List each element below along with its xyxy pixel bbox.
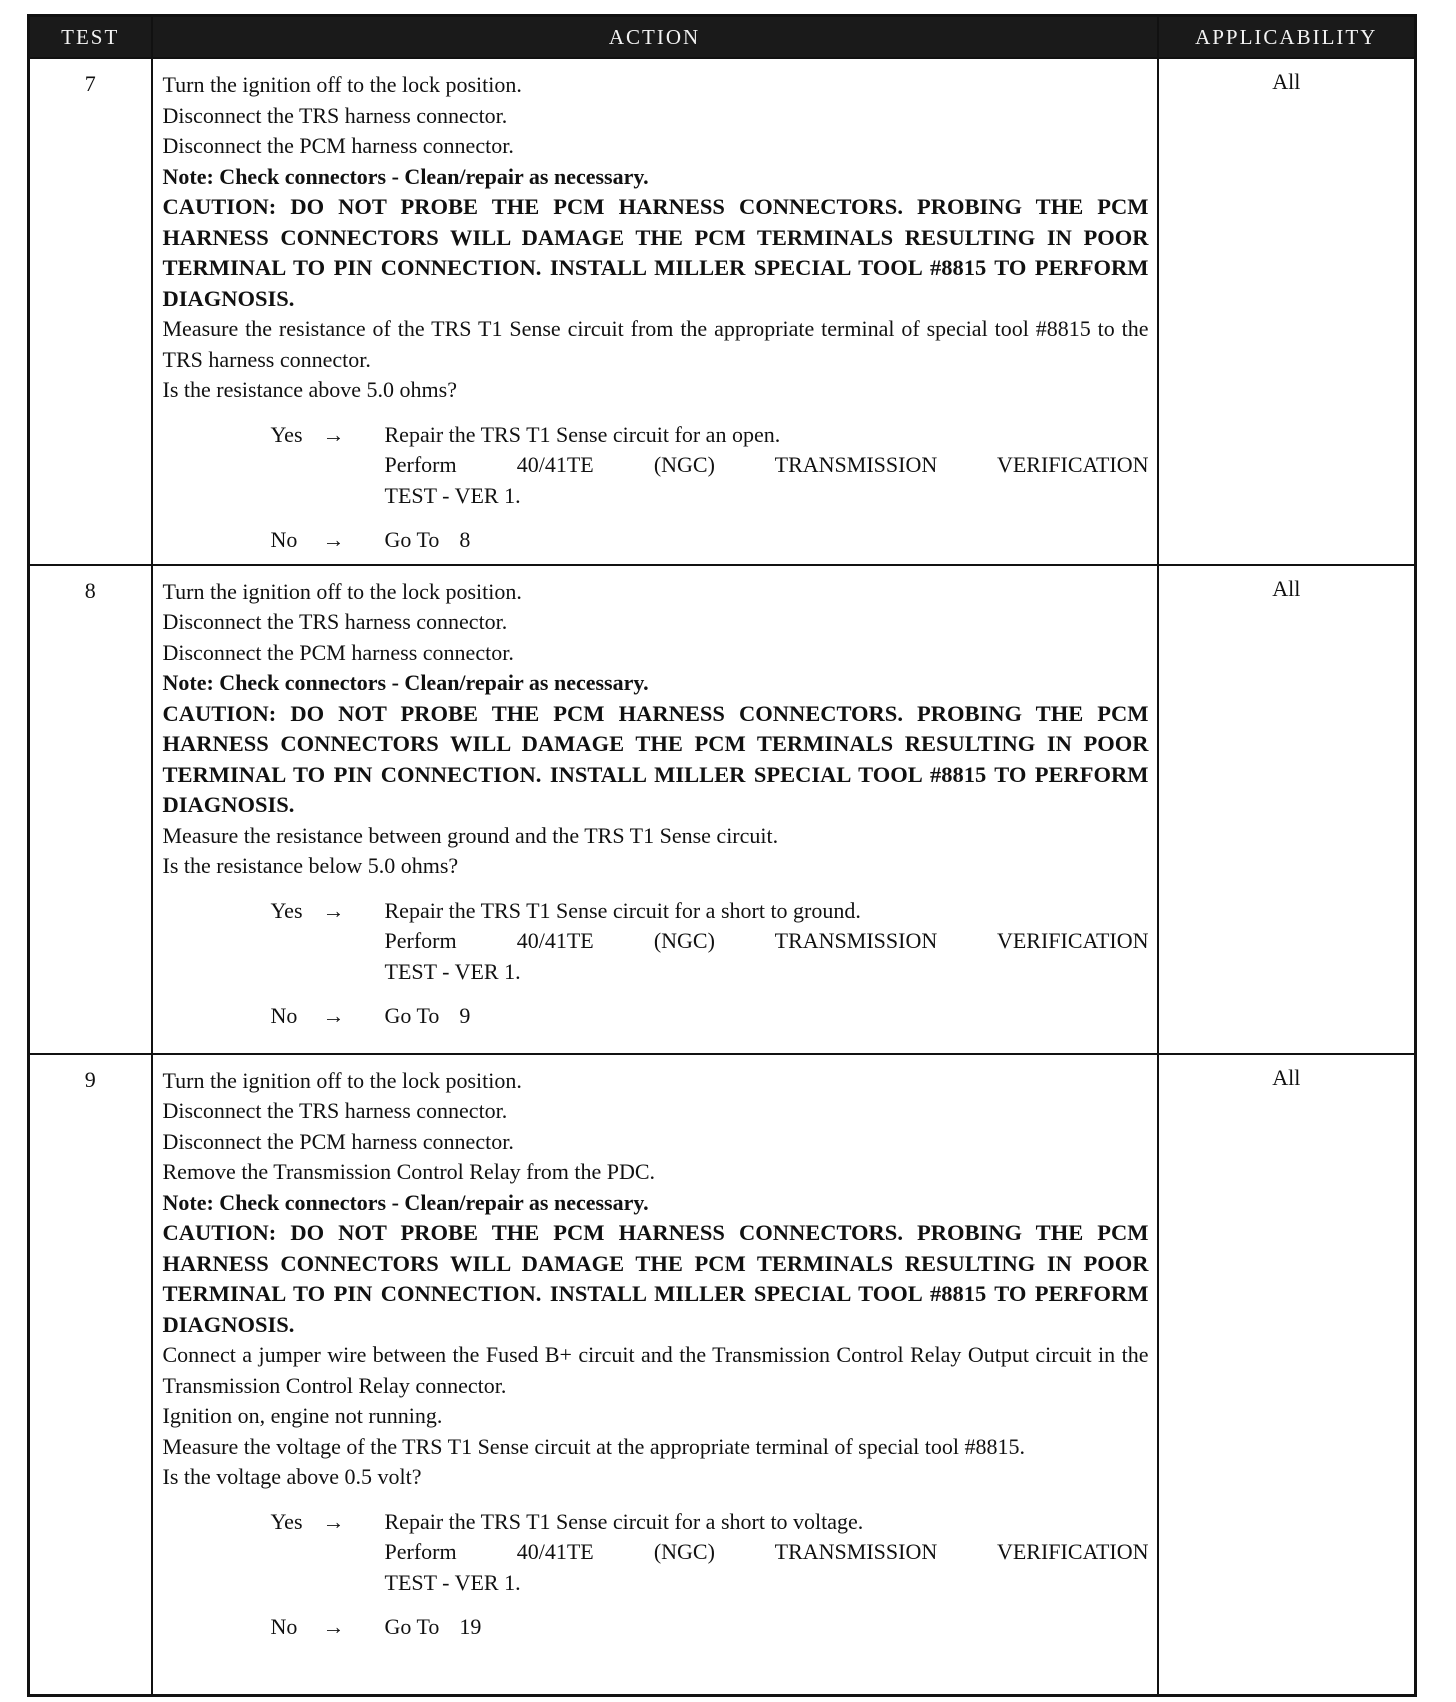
goto-target: 19 <box>459 1614 482 1639</box>
measure-instruction: Measure the resistance of the TRS T1 Sense circuit from the appropriate terminal of special tool #8815 to the TRS harness connector. <box>162 316 1149 372</box>
header-test: TEST <box>29 16 152 59</box>
yes-perform: Perform 40/41TE (NGC) TRANSMISSION VERIFICATION <box>384 452 1149 477</box>
note-text: Note: Check connectors - Clean/repair as necessary. <box>162 1189 649 1215</box>
arrow-icon: → <box>322 527 345 552</box>
arrow-icon: → <box>322 1508 345 1534</box>
question: Is the resistance below 5.0 ohms? <box>162 853 459 878</box>
step: Disconnect the TRS harness connector. <box>162 1098 508 1123</box>
goto-text: Go To <box>384 1003 440 1028</box>
step: Disconnect the PCM harness connector. <box>162 1128 514 1154</box>
caution-text: CAUTION: DO NOT PROBE THE PCM HARNESS CONNECTORS. PROBING THE PCM HARNESS CONNECTORS WILL DAMAGE THE PCM TERMINALS RESULTING IN POOR TERMINAL TO PIN CONNECTION. INSTALL MILLER SPECIAL TOOL #8815 TO PERFORM DIAGNOSIS. <box>162 1220 1149 1337</box>
diagnostic-table <box>27 14 1417 1697</box>
test-number: 8 <box>29 565 152 1054</box>
arrow-icon: → <box>322 897 345 923</box>
yes-label: Yes <box>270 897 303 923</box>
arrow-icon: → <box>322 421 345 447</box>
yes-label: Yes <box>270 421 303 447</box>
test-number: 9 <box>29 1054 152 1696</box>
step: Disconnect the TRS harness connector. <box>162 102 508 128</box>
test-row-7 <box>29 58 1416 565</box>
yes-action: Repair the TRS T1 Sense circuit for an open. <box>384 421 781 447</box>
no-branch <box>271 1001 1149 1032</box>
step: Remove the Transmission Control Relay from the PDC. <box>162 1159 656 1184</box>
applicability: All <box>1158 565 1416 1054</box>
yes-branch <box>271 896 1149 988</box>
action-cell <box>152 1054 1158 1696</box>
ignition-instruction: Ignition on, engine not running. <box>162 1403 443 1428</box>
yes-branch <box>271 420 1149 512</box>
question: Is the resistance above 5.0 ohms? <box>162 377 457 402</box>
question: Is the voltage above 0.5 volt? <box>162 1464 422 1489</box>
step: Disconnect the PCM harness connector. <box>162 639 514 665</box>
no-branch <box>271 1612 1149 1643</box>
header-row <box>29 16 1416 59</box>
yes-perform: Perform 40/41TE (NGC) TRANSMISSION VERIFICATION <box>384 1539 1149 1564</box>
test-row-9 <box>29 1054 1416 1696</box>
header-action: ACTION <box>152 16 1158 59</box>
yes-action: Repair the TRS T1 Sense circuit for a short to voltage. <box>384 1508 864 1534</box>
action-cell <box>152 58 1158 565</box>
test-number: 7 <box>29 58 152 565</box>
goto-text: Go To <box>384 527 440 552</box>
measure-instruction: Measure the resistance between ground and the TRS T1 Sense circuit. <box>162 822 779 848</box>
note-text: Note: Check connectors - Clean/repair as necessary. <box>162 670 649 695</box>
yes-branch <box>271 1507 1149 1599</box>
step: Disconnect the PCM harness connector. <box>162 133 514 158</box>
arrow-icon: → <box>322 1614 345 1639</box>
goto-target: 9 <box>459 1003 471 1028</box>
applicability: All <box>1158 58 1416 565</box>
yes-perform-end: TEST - VER 1. <box>384 1569 521 1595</box>
goto-text: Go To <box>384 1614 440 1639</box>
header-applicability: APPLICABILITY <box>1158 16 1416 59</box>
arrow-icon: → <box>322 1003 345 1028</box>
step: Turn the ignition off to the lock position. <box>162 1067 522 1093</box>
step: Turn the ignition off to the lock position. <box>162 578 522 604</box>
goto-target: 8 <box>459 527 471 552</box>
step: Disconnect the TRS harness connector. <box>162 609 508 634</box>
yes-perform: Perform 40/41TE (NGC) TRANSMISSION VERIFICATION <box>384 928 1149 953</box>
note-text: Note: Check connectors - Clean/repair as necessary. <box>162 163 649 189</box>
caution-text: CAUTION: DO NOT PROBE THE PCM HARNESS CONNECTORS. PROBING THE PCM HARNESS CONNECTORS WILL DAMAGE THE PCM TERMINALS RESULTING IN POOR TERMINAL TO PIN CONNECTION. INSTALL MILLER SPECIAL TOOL #8815 TO PERFORM DIAGNOSIS. <box>162 700 1149 817</box>
test-row-8 <box>29 565 1416 1054</box>
yes-label: Yes <box>270 1508 303 1534</box>
jumper-instruction: Connect a jumper wire between the Fused B+ circuit and the Transmission Control Relay Output circuit in the Transmission Control Relay connector. <box>162 1342 1149 1398</box>
no-label: No <box>270 1003 298 1028</box>
yes-perform-end: TEST - VER 1. <box>384 482 521 508</box>
caution-text: CAUTION: DO NOT PROBE THE PCM HARNESS CONNECTORS. PROBING THE PCM HARNESS CONNECTORS WILL DAMAGE THE PCM TERMINALS RESULTING IN POOR TERMINAL TO PIN CONNECTION. INSTALL MILLER SPECIAL TOOL #8815 TO PERFORM DIAGNOSIS. <box>162 194 1149 311</box>
diagnostic-page <box>27 14 1414 1697</box>
yes-perform-end: TEST - VER 1. <box>384 958 521 984</box>
yes-action: Repair the TRS T1 Sense circuit for a short to ground. <box>384 897 861 923</box>
applicability: All <box>1158 1054 1416 1696</box>
no-branch <box>271 525 1149 556</box>
no-label: No <box>270 527 298 552</box>
no-label: No <box>270 1614 298 1639</box>
step: Turn the ignition off to the lock position. <box>162 72 522 97</box>
action-cell <box>152 565 1158 1054</box>
measure-instruction: Measure the voltage of the TRS T1 Sense circuit at the appropriate terminal of special tool #8815. <box>162 1433 1025 1459</box>
